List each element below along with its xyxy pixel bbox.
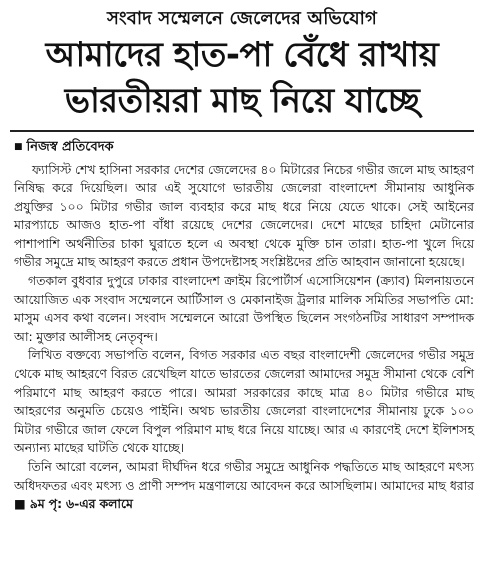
paragraph-4 (14, 458, 474, 514)
headline-line-2: ভারতীয়রা মাছ নিয়ে যাচ্ছে (64, 81, 420, 121)
divider (10, 130, 474, 132)
headline (6, 32, 478, 124)
article-body (14, 161, 474, 514)
byline-text: নিজস্ব প্রতিবেদক (26, 139, 114, 155)
byline-bullet: ■ (14, 142, 23, 152)
kicker: সংবাদ সম্মেলনে জেলেদের অভিযোগ (106, 8, 378, 29)
paragraph-2: গতকাল বুধবার দুপুরে ঢাকার বাংলাদেশ ক্রাইম রিপোর্টার্স এসোসিয়েশন (ক্র্যাব) মিলনায়তনে আয়োজিত এক সংবাদ সম্মেলনে আর্টিসাল ও মেকানাইজ ট্রলার মালিক সমিতির সভাপতি মো: মাসুম এসব কথা বলেন। সংবাদ সম্মেলনে আরো উপস্থিত ছিলেন সংগঠনটির সাধারণ সম্পাদক আ: মুক্তার আলীসহ নেতৃবৃন্দ। (14, 273, 474, 344)
paragraph-3: লিখিত বক্তব্যে সভাপতি বলেন, বিগত সরকার এত বছর বাংলাদেশী জেলেদের গভীর সমুদ্র থেকে মাছ আহরণে বিরত রেখেছিল যাতে ভারতের জেলেরা আমাদের সমুদ্র সীমানা থেকে বেশি পরিমাণে মাছ আহরণ করতে পারে। আমরা সরকারের কাছে মাত্র ৪০ মিটার গভীরে মাছ আহরণের অনুমতি চেয়েও পাইনি। অথচ ভারতীয় জেলেরা বাংলাদেশের সীমানায় ঢুকে ১০০ মিটার গভীরে জাল ফেলে বিপুল পরিমাণ মাছ ধরে নিয়ে যাচ্ছে। আর এ কারণেই দেশে ইলিশসহ অন্যান্য মাছের ঘাটতি থেকে যাচ্ছে। (14, 347, 474, 456)
paragraph-1: ফ্যাসিস্ট শেখ হাসিনা সরকার দেশের জেলেদের ৪০ মিটারের নিচের গভীর জলে মাছ আহরণ নিষিদ্ধ করে দিয়েছিল। আর এই সুযোগে ভারতীয় জেলেরা বাংলাদেশ সীমানায় আধুনিক প্রযুক্তির ১০০ মিটার গভীর জাল ব্যবহার করে মাছ ধরে নিয়ে যেতে থাকে। সেই আইনের মারপ্যাচে আজও হাত-পা বাঁধা রয়েছে দেশের জেলেদের। দেশে মাছের চাহিদা মেটানোর পাশাপাশি অর্থনীতির চাকা ঘুরাতে হলে এ অবস্থা থেকে মুক্তি চান তারা। হাত-পা খুলে দিয়ে গভীর সমুদ্রে মাছ আহরণ করতে প্রধান উপদেষ্টাসহ সংশ্লিষ্টদের প্রতি আহবান জানানো হয়েছে। (14, 161, 474, 270)
byline (14, 138, 474, 157)
continued-jump: ■ ৯ম পৃ: ৬-এর কলামে (14, 496, 133, 512)
headline-line-1: আমাদের হাত-পা বেঁধে রাখায় (45, 35, 439, 75)
paragraph-4-text: তিনি আরো বলেন, আমরা দীর্ঘদিন ধরে গভীর সমুদ্রে আধুনিক পদ্ধতিতে মাছ আহরণে মৎস্য অধিদফতর এবং মৎস্য ও প্রাণী সম্পদ মন্ত্রণালয়ে আবেদন করে আসছিলাম। আমাদের মাছ ধরার (14, 459, 474, 493)
